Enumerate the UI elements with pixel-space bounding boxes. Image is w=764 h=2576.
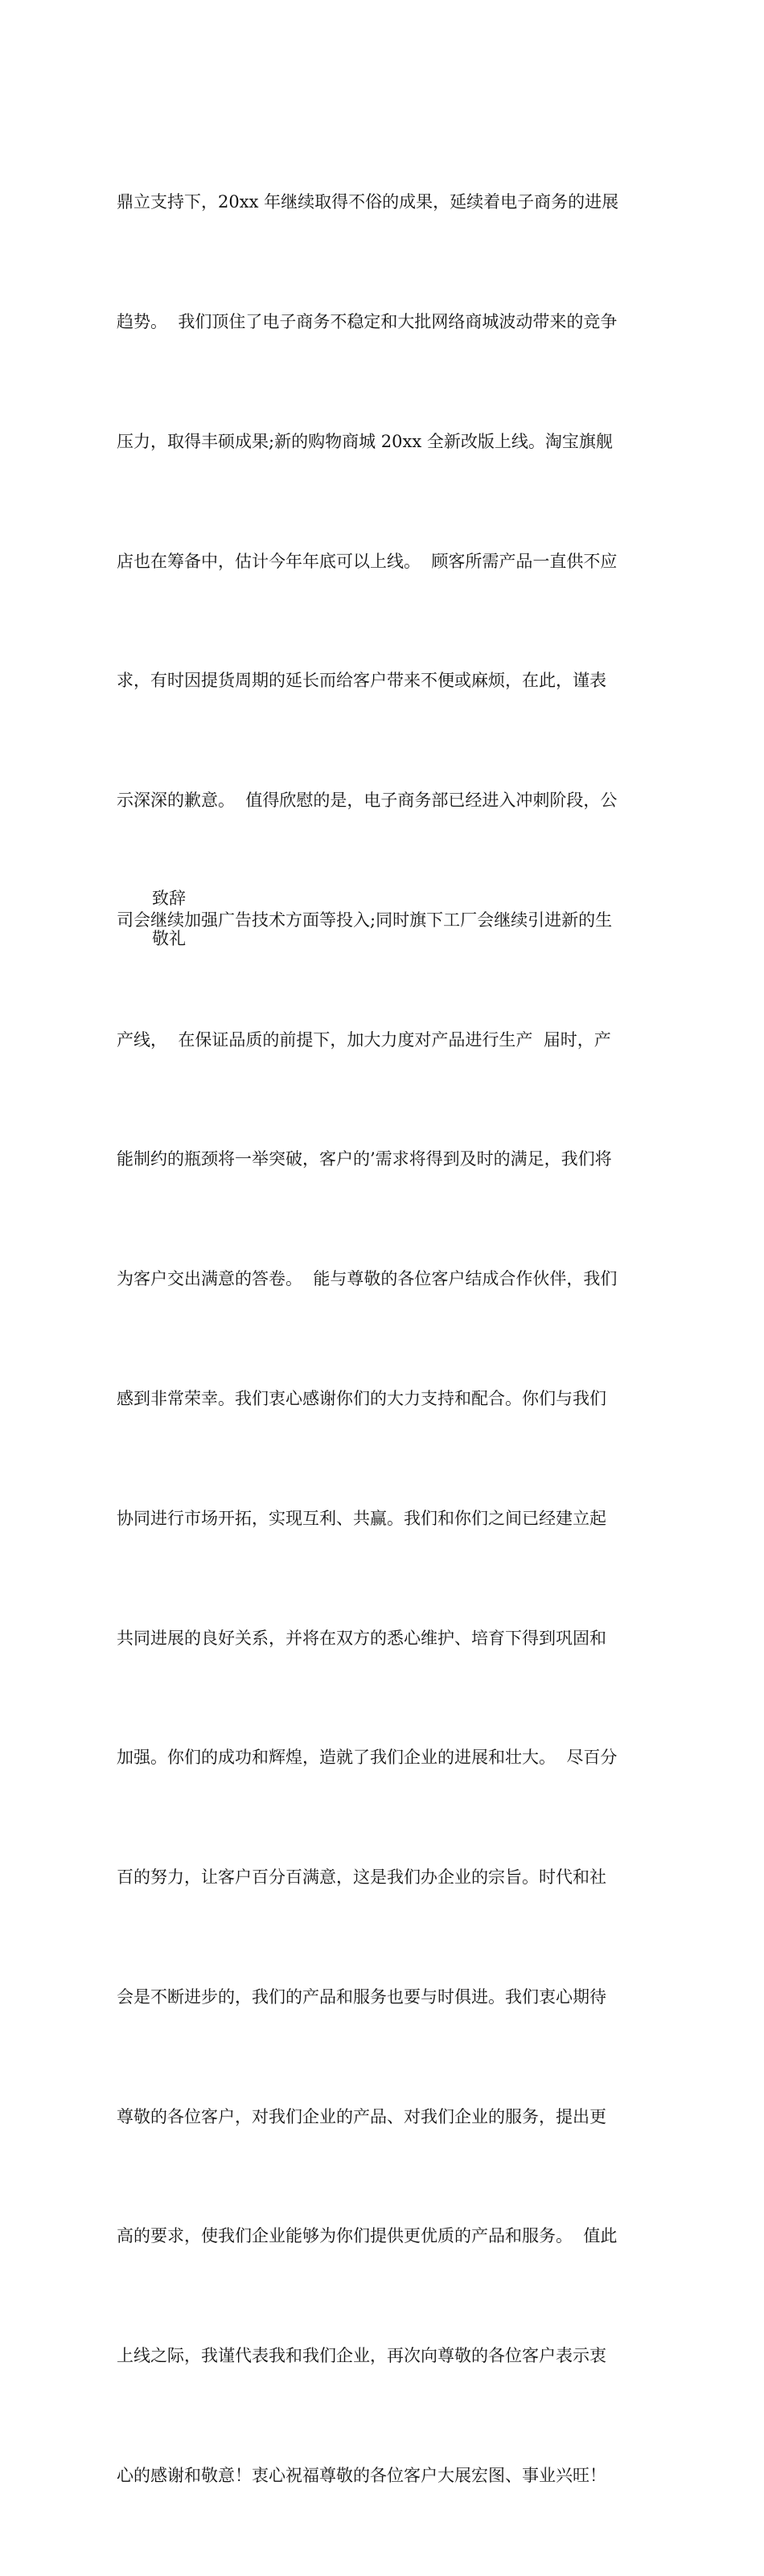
text-line: 求，有时因提货周期的延长而给客户带来不便或麻烦，在此，谨表	[117, 671, 606, 691]
text-line: 压力，取得丰硕成果;新的购物商城 20xx 全新改版上线。淘宝旗舰	[117, 431, 613, 451]
text-line: 能制约的瓶颈将一举突破，客户的’需求将得到及时的满足，我们将	[117, 1149, 612, 1169]
text-line: 尊敬的各位客户，对我们企业的产品、对我们企业的服务，提出更	[117, 2106, 606, 2126]
text-line: 心的感谢和敬意！衷心祝福尊敬的各位客户大展宏图、事业兴旺！	[117, 2466, 606, 2486]
text-line: 百的努力，让客户百分百满意，这是我们办企业的宗旨。时代和社	[117, 1867, 606, 1888]
text-line: 趋势。 我们顶住了电子商务不稳定和大批网络商城波动带来的竞争	[117, 311, 618, 331]
text-line: 上线之际，我谨代表我和我们企业，再次向尊敬的各位客户表示衷	[117, 2346, 606, 2366]
closing-remark: 致辞	[152, 889, 186, 908]
text-line: 示深深的歉意。 值得欣慰的是，电子商务部已经进入冲刺阶段，公	[117, 791, 618, 811]
salutation: 敬礼	[152, 929, 186, 948]
text-line: 加强。你们的成功和辉煌，造就了我们企业的进展和壮大。 尽百分	[117, 1748, 618, 1768]
body-paragraph	[117, 103, 654, 2576]
text-line: 高的要求，使我们企业能够为你们提供更优质的产品和服务。 值此	[117, 2226, 618, 2246]
text-line: 司会继续加强广告技术方面等投入;同时旗下工厂会继续引进新的生	[117, 910, 613, 930]
text-line: 共同进展的良好关系，并将在双方的悉心维护、培育下得到巩固和	[117, 1628, 606, 1648]
text-line: 为客户交出满意的答卷。 能与尊敬的各位客户结成合作伙伴，我们	[117, 1269, 618, 1289]
text-line: 会是不断进步的，我们的产品和服务也要与时俱进。我们衷心期待	[117, 1986, 606, 2007]
text-line: 店也在筹备中，估计今年年底可以上线。 顾客所需产品一直供不应	[117, 551, 618, 571]
text-line: 协同进行市场开拓，实现互利、共赢。我们和你们之间已经建立起	[117, 1508, 606, 1528]
text-line: 鼎立支持下，20xx 年继续取得不俗的成果，延续着电子商务的进展	[117, 192, 619, 212]
text-line: 感到非常荣幸。我们衷心感谢你们的大力支持和配合。你们与我们	[117, 1389, 606, 1408]
text-line: 产线， 在保证品质的前提下，加大力度对产品进行生产 届时，产	[117, 1029, 611, 1050]
